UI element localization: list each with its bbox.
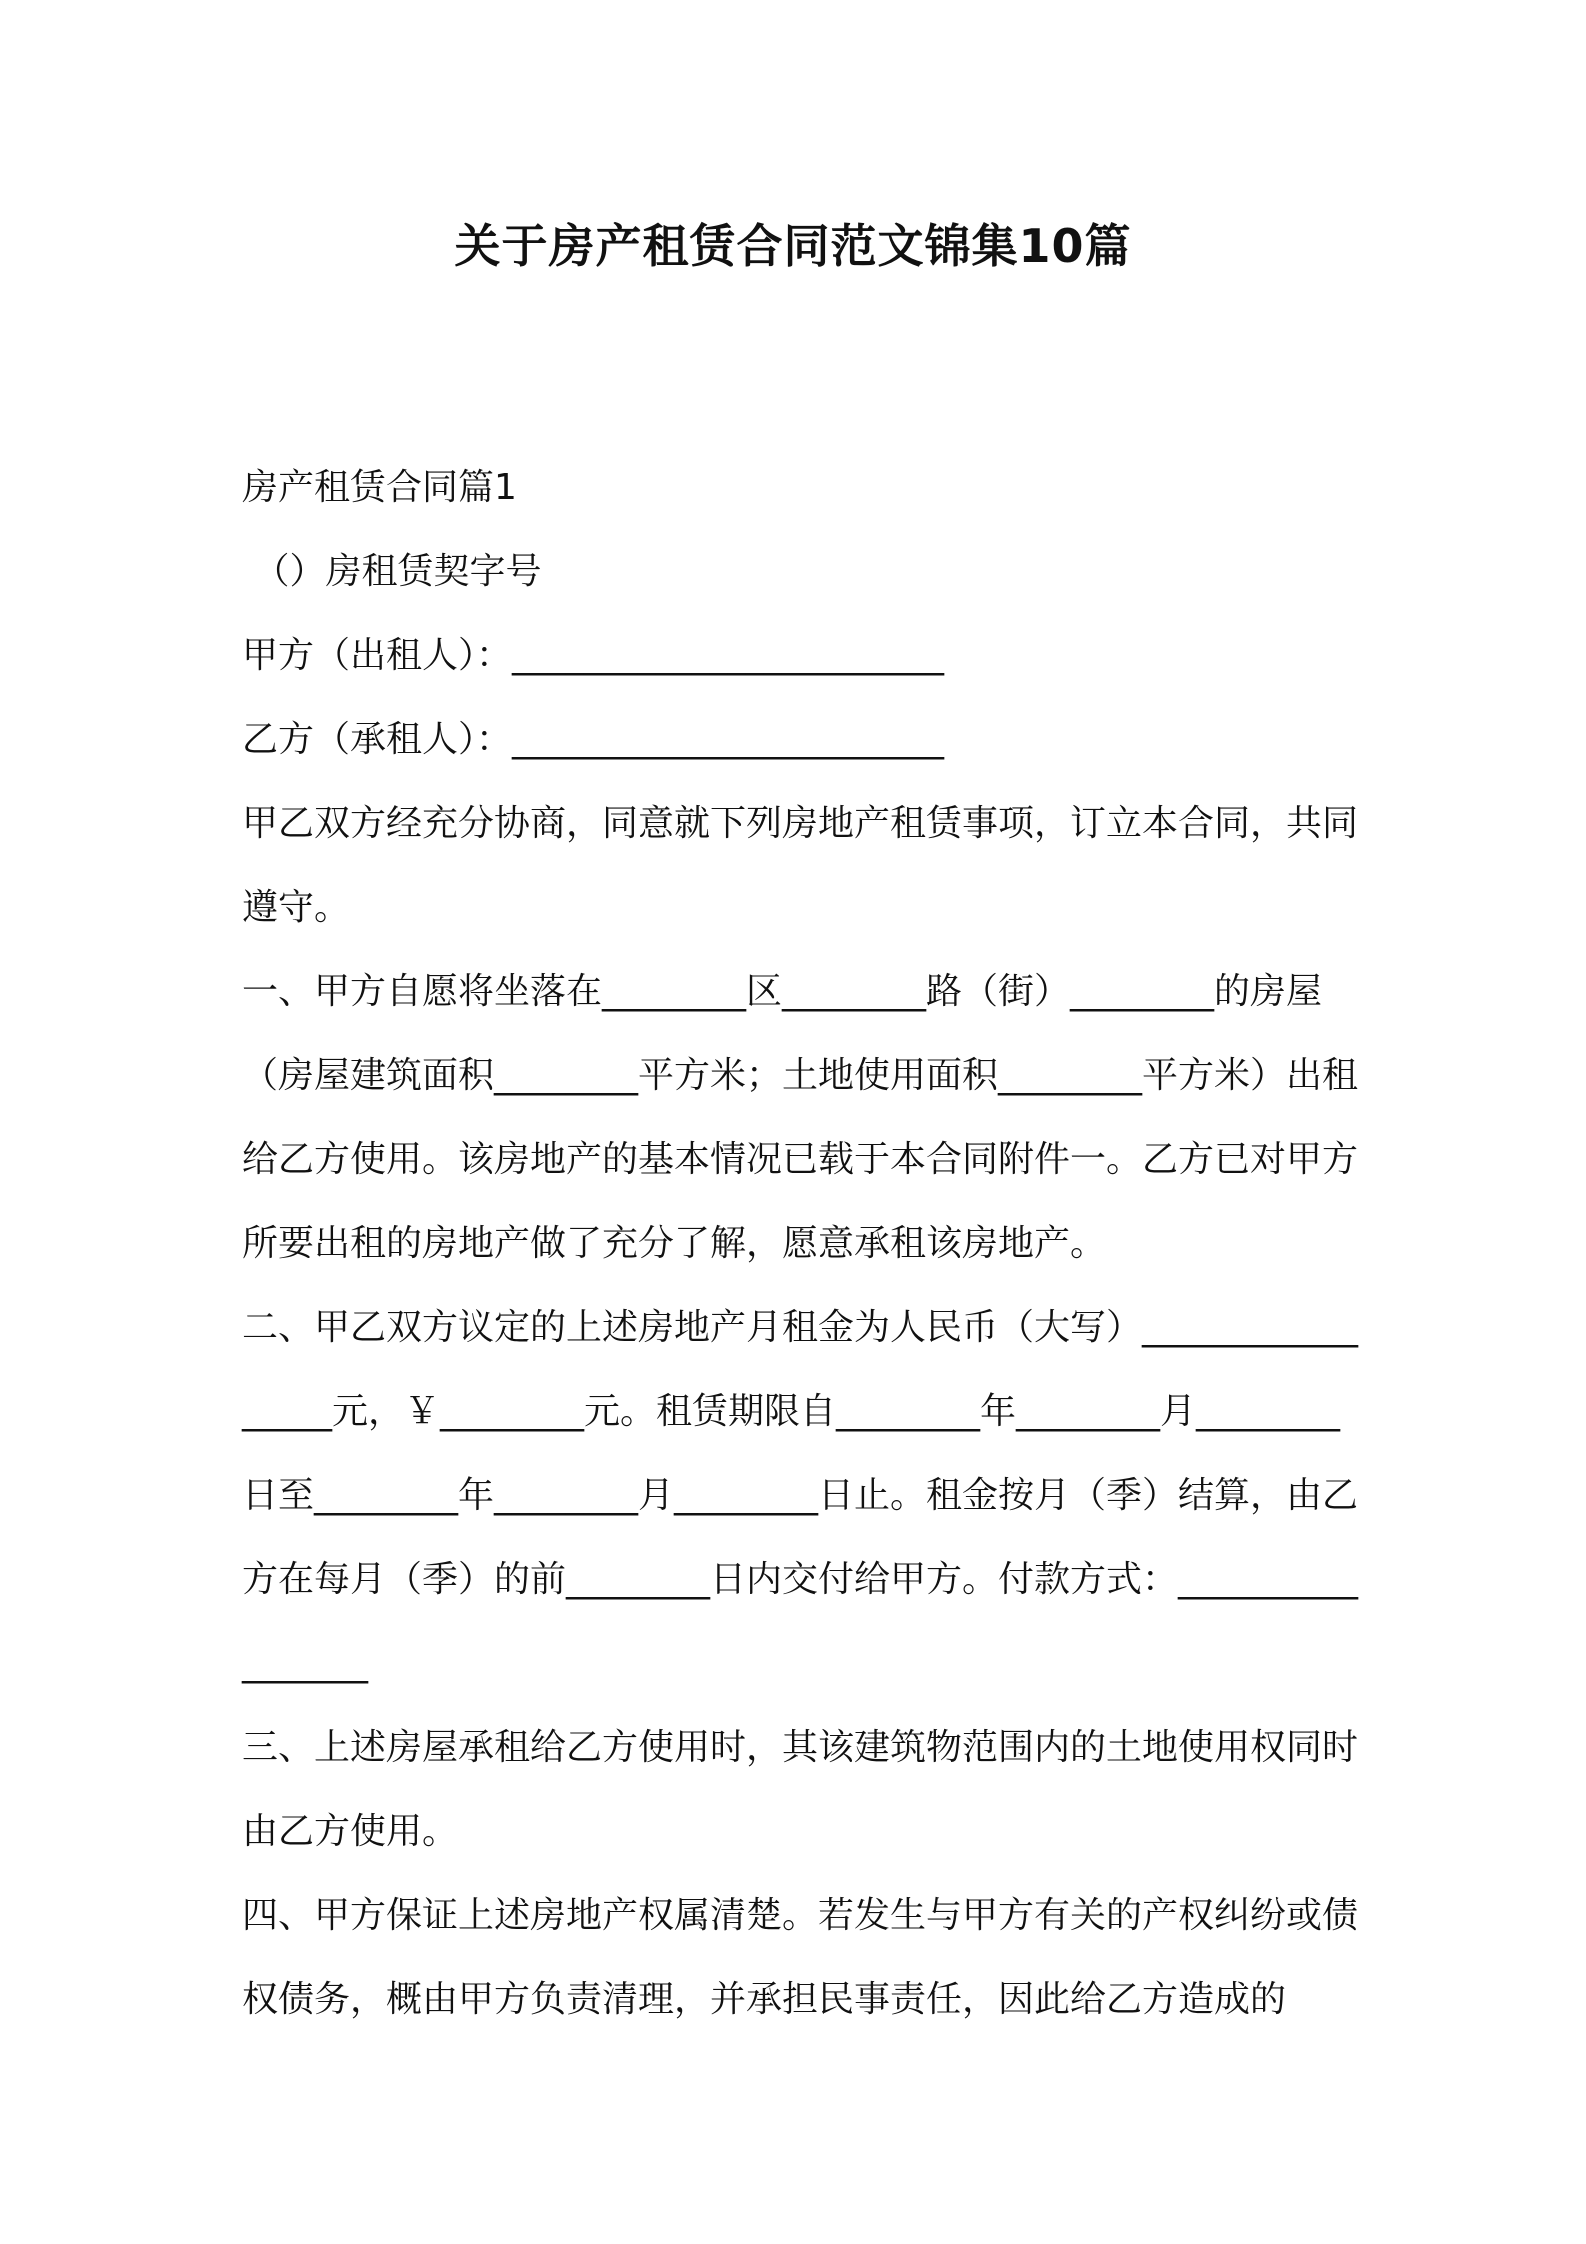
lessee-line: 乙方（承租人）：________________________ xyxy=(242,719,945,760)
document-title: 关于房产租赁合同范文锦集10篇 xyxy=(454,219,1132,273)
clause-3-paragraph: 三、上述房屋承租给乙方使用时，其该建筑物范围内的土地使用权同时由乙方使用。 xyxy=(242,1727,1359,1852)
section-heading: 房产租赁合同篇1 xyxy=(242,467,517,508)
contract-number-line: （）房租赁契字号 xyxy=(242,551,542,592)
clause-1-paragraph: 一、甲方自愿将坐落在________区________路（街）________的房屋（房屋建筑面积________平方米；土地使用面积________平方米）出租给乙方使用。该房地产的基本情况已载于本合同附件一。乙方已对甲方所要出租的房地产做了充分了解，愿意承租该房地产。 xyxy=(242,971,1359,1264)
clause-2-paragraph: 二、甲乙双方议定的上述房地产月租金为人民币（大写）_________________元，￥________元。租赁期限自________年________月________日至________年________月________日止。租金按月（季）结算，由乙方在每月（季）的前________日内交付给甲方。付款方式：_________________ xyxy=(242,1307,1359,1684)
clause-4-paragraph: 四、甲方保证上述房地产权属清楚。若发生与甲方有关的产权纠纷或债权债务，概由甲方负责清理，并承担民事责任，因此给乙方造成的 xyxy=(242,1895,1359,2020)
document-body xyxy=(242,446,1362,2042)
preamble-paragraph: 甲乙双方经充分协商，同意就下列房地产租赁事项，订立本合同，共同遵守。 xyxy=(242,803,1359,928)
lessor-line: 甲方（出租人）：________________________ xyxy=(242,635,945,676)
